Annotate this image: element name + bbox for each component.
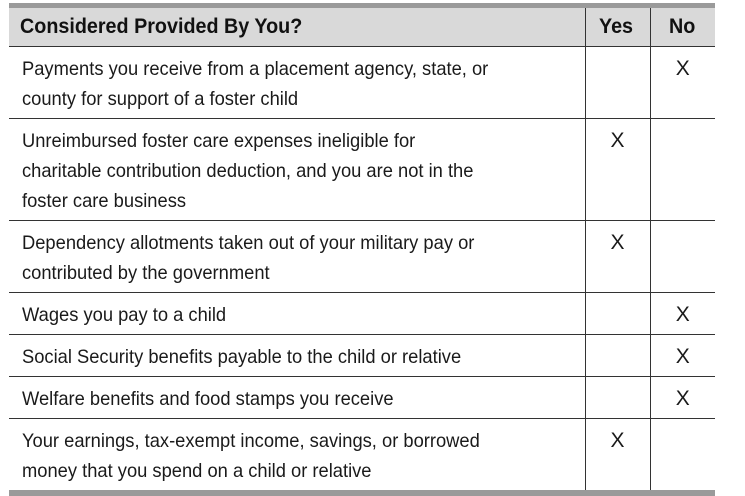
yes-cell xyxy=(585,47,650,119)
no-cell: X xyxy=(650,377,715,419)
row-description: Payments you receive from a placement agency, state, or county for support of a foster child xyxy=(9,47,585,119)
yes-cell xyxy=(585,293,650,335)
no-cell xyxy=(650,221,715,293)
yes-cell: X xyxy=(585,419,650,491)
no-cell: X xyxy=(650,293,715,335)
table-row xyxy=(9,335,715,377)
table-row xyxy=(9,119,715,221)
yes-cell: X xyxy=(585,119,650,221)
table-row xyxy=(9,377,715,419)
support-table-container xyxy=(9,3,715,496)
no-cell xyxy=(650,119,715,221)
header-no: No xyxy=(650,8,715,47)
row-description: Welfare benefits and food stamps you receive xyxy=(9,377,585,419)
row-description: Your earnings, tax-exempt income, savings, or borrowed money that you spend on a child or relative xyxy=(9,419,585,491)
table-bottom-rule xyxy=(9,490,715,496)
header-question: Considered Provided By You? xyxy=(9,8,585,47)
row-description: Dependency allotments taken out of your military pay or contributed by the government xyxy=(9,221,585,293)
table-row xyxy=(9,293,715,335)
yes-cell: X xyxy=(585,221,650,293)
table-row xyxy=(9,47,715,119)
row-description: Social Security benefits payable to the child or relative xyxy=(9,335,585,377)
table-row xyxy=(9,221,715,293)
no-cell xyxy=(650,419,715,491)
yes-cell xyxy=(585,377,650,419)
row-description: Wages you pay to a child xyxy=(9,293,585,335)
no-cell: X xyxy=(650,47,715,119)
table-header-row xyxy=(9,8,715,47)
header-yes: Yes xyxy=(585,8,650,47)
support-table xyxy=(9,8,715,490)
no-cell: X xyxy=(650,335,715,377)
table-row xyxy=(9,419,715,491)
yes-cell xyxy=(585,335,650,377)
row-description: Unreimbursed foster care expenses ineligible for charitable contribution deduction, and you are not in the foster care business xyxy=(9,119,585,221)
